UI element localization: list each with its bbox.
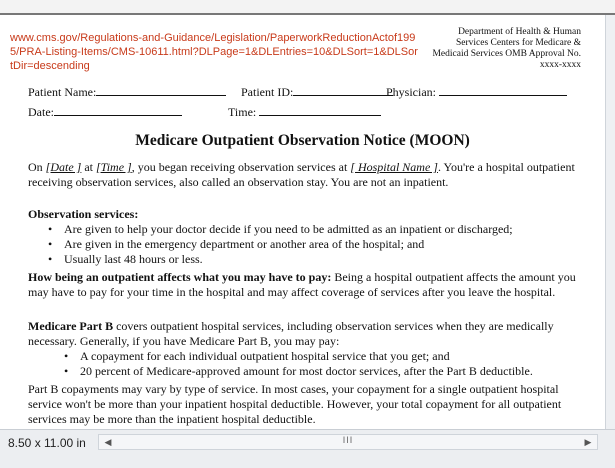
part-b-copay-text: Part B copayments may vary by type of service. In most cases, your copayment for a single outpatient hospital service won't be more than your inpatient hospital deductible. However, your total copayment for all outpatient services may be more than the inpatient hospital deductible. (28, 382, 562, 426)
agency-header (401, 27, 581, 71)
hospital-name-blank: [ Hospital Name ] (350, 160, 438, 174)
physician-label: Physician: (386, 85, 436, 99)
status-bar (0, 429, 615, 468)
physician-field (386, 85, 567, 100)
patient-name-blank (96, 85, 226, 96)
document-page (0, 15, 605, 429)
time-field (228, 105, 381, 120)
source-url[interactable]: www.cms.gov/Regulations-and-Guidance/Legislation/PaperworkReductionActof1995/PRA-Listing-Items/CMS-10611.html?DLPage=1&DLEntries=10&DLSort=1&DLSortDir=descending (10, 32, 418, 72)
observation-heading: Observation services: (28, 207, 139, 221)
outpatient-heading: How being an outpatient affects what you may have to pay: (28, 270, 332, 284)
part-b-section (28, 319, 586, 427)
agency-line-2: Services Centers for Medicare & (455, 38, 581, 48)
time-blank (259, 105, 381, 116)
part-b-text: covers outpatient hospital services, including observation services when they are medically necessary. Generally, if you have Medicare Part B, you may pay: (28, 319, 554, 348)
intro-on: On (28, 160, 43, 174)
part-b-heading: Medicare Part B (28, 319, 114, 333)
outpatient-text: Being a hospital outpatient affects the amount you may have to pay for your time in the hospital and may affect coverage of services after you leave the hospital. (28, 270, 576, 299)
omb-number: xxxx-xxxx (539, 60, 581, 70)
date-field (28, 105, 182, 120)
physician-blank (439, 85, 567, 96)
intro-rest: . You're a hospital outpatient receiving observation services, also called an observation stay. You are not an inpatient. (28, 160, 575, 189)
scroll-grip: III (342, 435, 354, 445)
scroll-thumb[interactable] (119, 437, 577, 446)
date-blank-field: [Date ] (45, 160, 82, 174)
date-blank (54, 105, 182, 116)
scroll-right-arrow-icon[interactable]: ▶ (584, 437, 592, 447)
list-item: • Are given to help your doctor decide if you need to be admitted as an inpatient or discharged; (28, 222, 586, 237)
intro-began: , you began receiving observation services at (131, 160, 348, 174)
window-top-bar (0, 0, 615, 14)
list-item: • Usually last 48 hours or less. (28, 252, 586, 267)
time-blank-field: [Time ] (96, 160, 132, 174)
list-item: • Are given in the emergency department or another area of the hospital; and (28, 237, 586, 252)
page-title: Medicare Outpatient Observation Notice (MOON) (135, 132, 470, 149)
vertical-scrollbar[interactable] (605, 15, 615, 429)
page-size-indicator: 8.50 x 11.00 in (8, 436, 86, 450)
horizontal-scrollbar[interactable] (98, 434, 598, 450)
patient-name-field (28, 85, 226, 100)
patient-id-label: Patient ID: (241, 85, 294, 99)
date-label: Date: (28, 105, 54, 119)
observation-section (28, 207, 586, 267)
patient-id-blank (293, 85, 393, 96)
intro-at: at (84, 160, 94, 174)
list-item: • 20 percent of Medicare-approved amount for most doctor services, after the Part B deductible. (44, 364, 586, 379)
time-label: Time: (228, 105, 257, 119)
agency-line-1: Department of Health & Human (458, 27, 581, 37)
outpatient-section (28, 270, 586, 300)
intro-paragraph (28, 160, 586, 190)
scroll-left-arrow-icon[interactable]: ◀ (104, 437, 112, 447)
patient-id-field (241, 85, 393, 100)
patient-name-label: Patient Name: (28, 85, 97, 99)
agency-line-3: Medicaid Services OMB Approval No. (432, 49, 581, 59)
list-item: • A copayment for each individual outpatient hospital service that you get; and (44, 349, 586, 364)
